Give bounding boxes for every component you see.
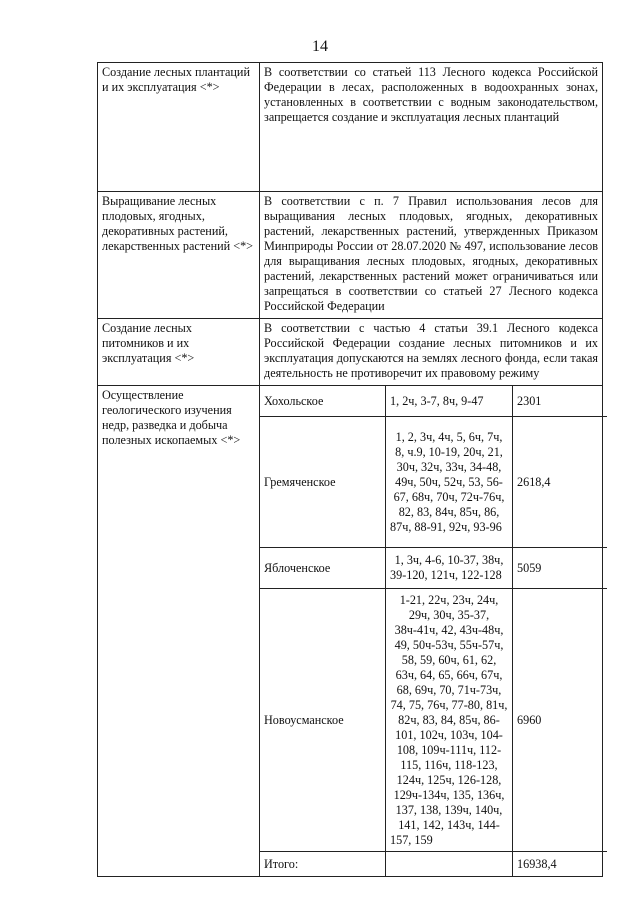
- forestry-row: [260, 417, 607, 548]
- forestry-name: Гремяченское: [260, 417, 386, 548]
- forestry-subtable: [260, 386, 607, 876]
- description-cell: В соответствии с п. 7 Правил использования лесов для выращивания лесных плодовых, ягодных, декоративных растений, лекарственных растений, утвержденных Приказом Минприроды России от 28.07.2020 № 497, использование лесов для выращивания лесных плодовых, ягодных, декоративных растений, лекарственных растений может ограничиваться или запрещаться в соответствии со статьей 27 Лесного кодекса Российской Федерации: [260, 192, 603, 319]
- forestry-name: Яблоченское: [260, 548, 386, 589]
- forestry-quarters: 1-21, 22ч, 23ч, 24ч, 29ч, 30ч, 35-37, 38ч-41ч, 42, 43ч-48ч, 49, 50ч-53ч, 55ч-57ч, 58, 59, 60ч, 61, 62, 63ч, 64, 65, 66ч, 67ч, 68, 69ч, 70, 71ч-73ч, 74, 75, 76ч, 77-80, 81ч, 82ч, 83, 84, 85ч, 86-101, 102ч, 103ч, 104-108, 109ч-111ч, 112-115, 116ч, 118-123, 124ч, 125ч, 126-128, 129ч-134ч, 135, 136ч, 137, 138, 139ч, 140ч, 141, 142, 143ч, 144-157, 159: [386, 589, 513, 852]
- forestry-subtable-cell: [260, 386, 603, 877]
- forestry-quarters: 1, 3ч, 4-6, 10-37, 38ч, 39-120, 121ч, 122-128: [386, 548, 513, 589]
- activity-cell: Осуществление геологического изучения недр, разведка и добыча полезных ископаемых <*>: [98, 386, 260, 877]
- table-row-mining: [98, 386, 603, 877]
- table-row: [98, 319, 603, 386]
- forest-use-table: [97, 62, 603, 877]
- total-area: 16938,4: [513, 852, 608, 877]
- activity-cell: Создание лесных питомников и их эксплуатация <*>: [98, 319, 260, 386]
- description-cell: В соответствии с частью 4 статьи 39.1 Лесного кодекса Российской Федерации создание лесных питомников и их эксплуатация допускаются на землях лесного фонда, если такая деятельность не противоречит их правовому режиму: [260, 319, 603, 386]
- forestry-row: [260, 589, 607, 852]
- forestry-row: [260, 548, 607, 589]
- forestry-row: [260, 386, 607, 417]
- total-row: [260, 852, 607, 877]
- activity-cell: Выращивание лесных плодовых, ягодных, декоративных растений, лекарственных растений <*>: [98, 192, 260, 319]
- table-row: [98, 63, 603, 192]
- forestry-name: Новоусманское: [260, 589, 386, 852]
- forestry-name: Хохольское: [260, 386, 386, 417]
- table-row: [98, 192, 603, 319]
- forestry-area: 6960: [513, 589, 608, 852]
- forestry-area: 5059: [513, 548, 608, 589]
- forestry-quarters: 1, 2, 3ч, 4ч, 5, 6ч, 7ч, 8, ч.9, 10-19, 20ч, 21, 30ч, 32ч, 33ч, 34-48, 49ч, 50ч, 52ч, 53, 56-67, 68ч, 70ч, 72ч-76ч, 82, 83, 84ч, 85ч, 86, 87ч, 88-91, 92ч, 93-96: [386, 417, 513, 548]
- forestry-quarters: 1, 2ч, 3-7, 8ч, 9-47: [386, 386, 513, 417]
- forestry-area: 2618,4: [513, 417, 608, 548]
- page-number: 14: [312, 38, 328, 55]
- description-cell: В соответствии со статьей 113 Лесного кодекса Российской Федерации в лесах, расположенных в водоохранных зонах, установленных в соответствии с водным законодательством, запрещается создание и эксплуатация лесных плантаций: [260, 63, 603, 192]
- total-quarters: [386, 852, 513, 877]
- forestry-area: 2301: [513, 386, 608, 417]
- total-label: Итого:: [260, 852, 386, 877]
- activity-cell: Создание лесных плантаций и их эксплуатация <*>: [98, 63, 260, 192]
